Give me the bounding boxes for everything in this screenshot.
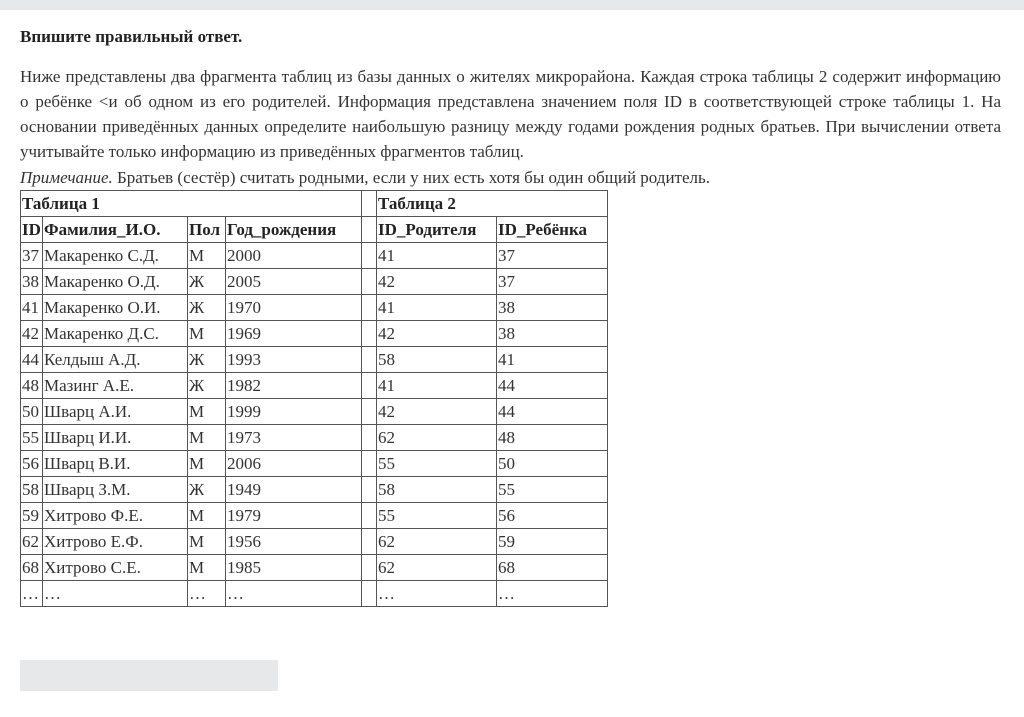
cell-parent-id: 42 (377, 269, 497, 295)
table1-title: Таблица 1 (21, 191, 362, 217)
table-row (21, 555, 608, 581)
cell-sex: М (188, 529, 226, 555)
table-row (21, 581, 608, 607)
table-gap (362, 269, 377, 295)
table-gap (362, 373, 377, 399)
task-description: Ниже представлены два фрагмента таблиц из базы данных о жителях микрорайона. Каждая строка таблицы 2 содержит информацию о ребёнке <и об одном из его родителей. Информация представлена значением поля ID в соответствующей строке таблицы 1. На основании приведённых данных определите наибольшую разницу между годами рождения родных братьев. При вычислении ответа учитывайте только информацию из приведённых фрагментов таблиц. (20, 67, 1001, 161)
table-gap (362, 503, 377, 529)
table-row (21, 347, 608, 373)
cell-child-id: 41 (497, 347, 608, 373)
table-gap (362, 529, 377, 555)
table-row (21, 243, 608, 269)
cell-parent-id: 55 (377, 503, 497, 529)
cell-id: 38 (21, 269, 43, 295)
cell-child-id: … (497, 581, 608, 607)
answer-input[interactable] (20, 660, 278, 691)
cell-year: 1982 (226, 373, 362, 399)
cell-sex: … (188, 581, 226, 607)
table-row (21, 477, 608, 503)
note-text: Братьев (сестёр) считать родными, если у них есть хотя бы один общий родитель. (112, 168, 711, 187)
cell-child-id: 37 (497, 269, 608, 295)
cell-sex: М (188, 451, 226, 477)
cell-fio: Макаренко С.Д. (43, 243, 188, 269)
cell-year: 1970 (226, 295, 362, 321)
cell-year: … (226, 581, 362, 607)
cell-sex: Ж (188, 373, 226, 399)
cell-parent-id: 41 (377, 243, 497, 269)
table-gap (362, 581, 377, 607)
cell-fio: Хитрово С.Е. (43, 555, 188, 581)
cell-fio: Макаренко О.Д. (43, 269, 188, 295)
header-id: ID (21, 217, 43, 243)
header-parent-id: ID_Родителя (377, 217, 497, 243)
table-row (21, 373, 608, 399)
table-gap (362, 399, 377, 425)
cell-sex: М (188, 503, 226, 529)
table-title-row (21, 191, 608, 217)
cell-sex: М (188, 399, 226, 425)
top-bar (0, 0, 1024, 10)
table-row (21, 399, 608, 425)
cell-id: 59 (21, 503, 43, 529)
cell-sex: Ж (188, 347, 226, 373)
cell-child-id: 59 (497, 529, 608, 555)
data-tables (20, 190, 608, 607)
cell-sex: Ж (188, 477, 226, 503)
cell-parent-id: 62 (377, 555, 497, 581)
cell-sex: Ж (188, 269, 226, 295)
cell-year: 1949 (226, 477, 362, 503)
cell-fio: Хитрово Ф.Е. (43, 503, 188, 529)
table-row (21, 269, 608, 295)
cell-id: 68 (21, 555, 43, 581)
cell-parent-id: 41 (377, 373, 497, 399)
table-row (21, 451, 608, 477)
cell-child-id: 38 (497, 295, 608, 321)
cell-fio: Шварц А.И. (43, 399, 188, 425)
table2-title: Таблица 2 (377, 191, 608, 217)
note-label: Примечание. (20, 168, 113, 187)
cell-parent-id: 62 (377, 425, 497, 451)
cell-child-id: 56 (497, 503, 608, 529)
cell-id: 58 (21, 477, 43, 503)
header-child-id: ID_Ребёнка (497, 217, 608, 243)
cell-parent-id: 42 (377, 321, 497, 347)
cell-parent-id: 55 (377, 451, 497, 477)
cell-sex: М (188, 555, 226, 581)
cell-fio: … (43, 581, 188, 607)
table-row (21, 503, 608, 529)
cell-sex: Ж (188, 295, 226, 321)
table-gap (362, 451, 377, 477)
cell-id: 44 (21, 347, 43, 373)
cell-child-id: 37 (497, 243, 608, 269)
cell-id: … (21, 581, 43, 607)
cell-fio: Шварц З.М. (43, 477, 188, 503)
task-title: Впишите правильный ответ. (20, 27, 243, 46)
table-gap (362, 321, 377, 347)
cell-year: 2006 (226, 451, 362, 477)
cell-sex: М (188, 321, 226, 347)
table-header-row (21, 217, 608, 243)
table-gap (362, 555, 377, 581)
cell-child-id: 44 (497, 399, 608, 425)
cell-year: 1999 (226, 399, 362, 425)
cell-year: 2005 (226, 269, 362, 295)
cell-year: 2000 (226, 243, 362, 269)
cell-id: 50 (21, 399, 43, 425)
cell-child-id: 55 (497, 477, 608, 503)
cell-child-id: 38 (497, 321, 608, 347)
table-row (21, 321, 608, 347)
cell-sex: М (188, 243, 226, 269)
table-gap (362, 243, 377, 269)
cell-year: 1979 (226, 503, 362, 529)
cell-id: 55 (21, 425, 43, 451)
table-gap (362, 477, 377, 503)
cell-id: 62 (21, 529, 43, 555)
cell-sex: М (188, 425, 226, 451)
task-note (20, 165, 1001, 190)
cell-fio: Мазинг А.Е. (43, 373, 188, 399)
cell-year: 1956 (226, 529, 362, 555)
table-row (21, 295, 608, 321)
cell-year: 1973 (226, 425, 362, 451)
cell-parent-id: 62 (377, 529, 497, 555)
cell-year: 1993 (226, 347, 362, 373)
cell-fio: Шварц И.И. (43, 425, 188, 451)
header-sex: Пол (188, 217, 226, 243)
cell-child-id: 48 (497, 425, 608, 451)
cell-id: 37 (21, 243, 43, 269)
table-row (21, 529, 608, 555)
table-row (21, 425, 608, 451)
table-gap (362, 191, 377, 217)
header-fio: Фамилия_И.О. (43, 217, 188, 243)
table-gap (362, 217, 377, 243)
cell-child-id: 44 (497, 373, 608, 399)
cell-id: 41 (21, 295, 43, 321)
cell-fio: Келдыш А.Д. (43, 347, 188, 373)
cell-fio: Хитрово Е.Ф. (43, 529, 188, 555)
table-gap (362, 425, 377, 451)
cell-year: 1985 (226, 555, 362, 581)
cell-fio: Макаренко Д.С. (43, 321, 188, 347)
cell-parent-id: 42 (377, 399, 497, 425)
cell-fio: Шварц В.И. (43, 451, 188, 477)
cell-fio: Макаренко О.И. (43, 295, 188, 321)
cell-parent-id: 58 (377, 347, 497, 373)
cell-id: 48 (21, 373, 43, 399)
header-year: Год_рождения (226, 217, 362, 243)
cell-child-id: 68 (497, 555, 608, 581)
cell-year: 1969 (226, 321, 362, 347)
table-gap (362, 347, 377, 373)
cell-id: 56 (21, 451, 43, 477)
cell-parent-id: 41 (377, 295, 497, 321)
cell-id: 42 (21, 321, 43, 347)
cell-child-id: 50 (497, 451, 608, 477)
table-gap (362, 295, 377, 321)
cell-parent-id: 58 (377, 477, 497, 503)
cell-parent-id: … (377, 581, 497, 607)
